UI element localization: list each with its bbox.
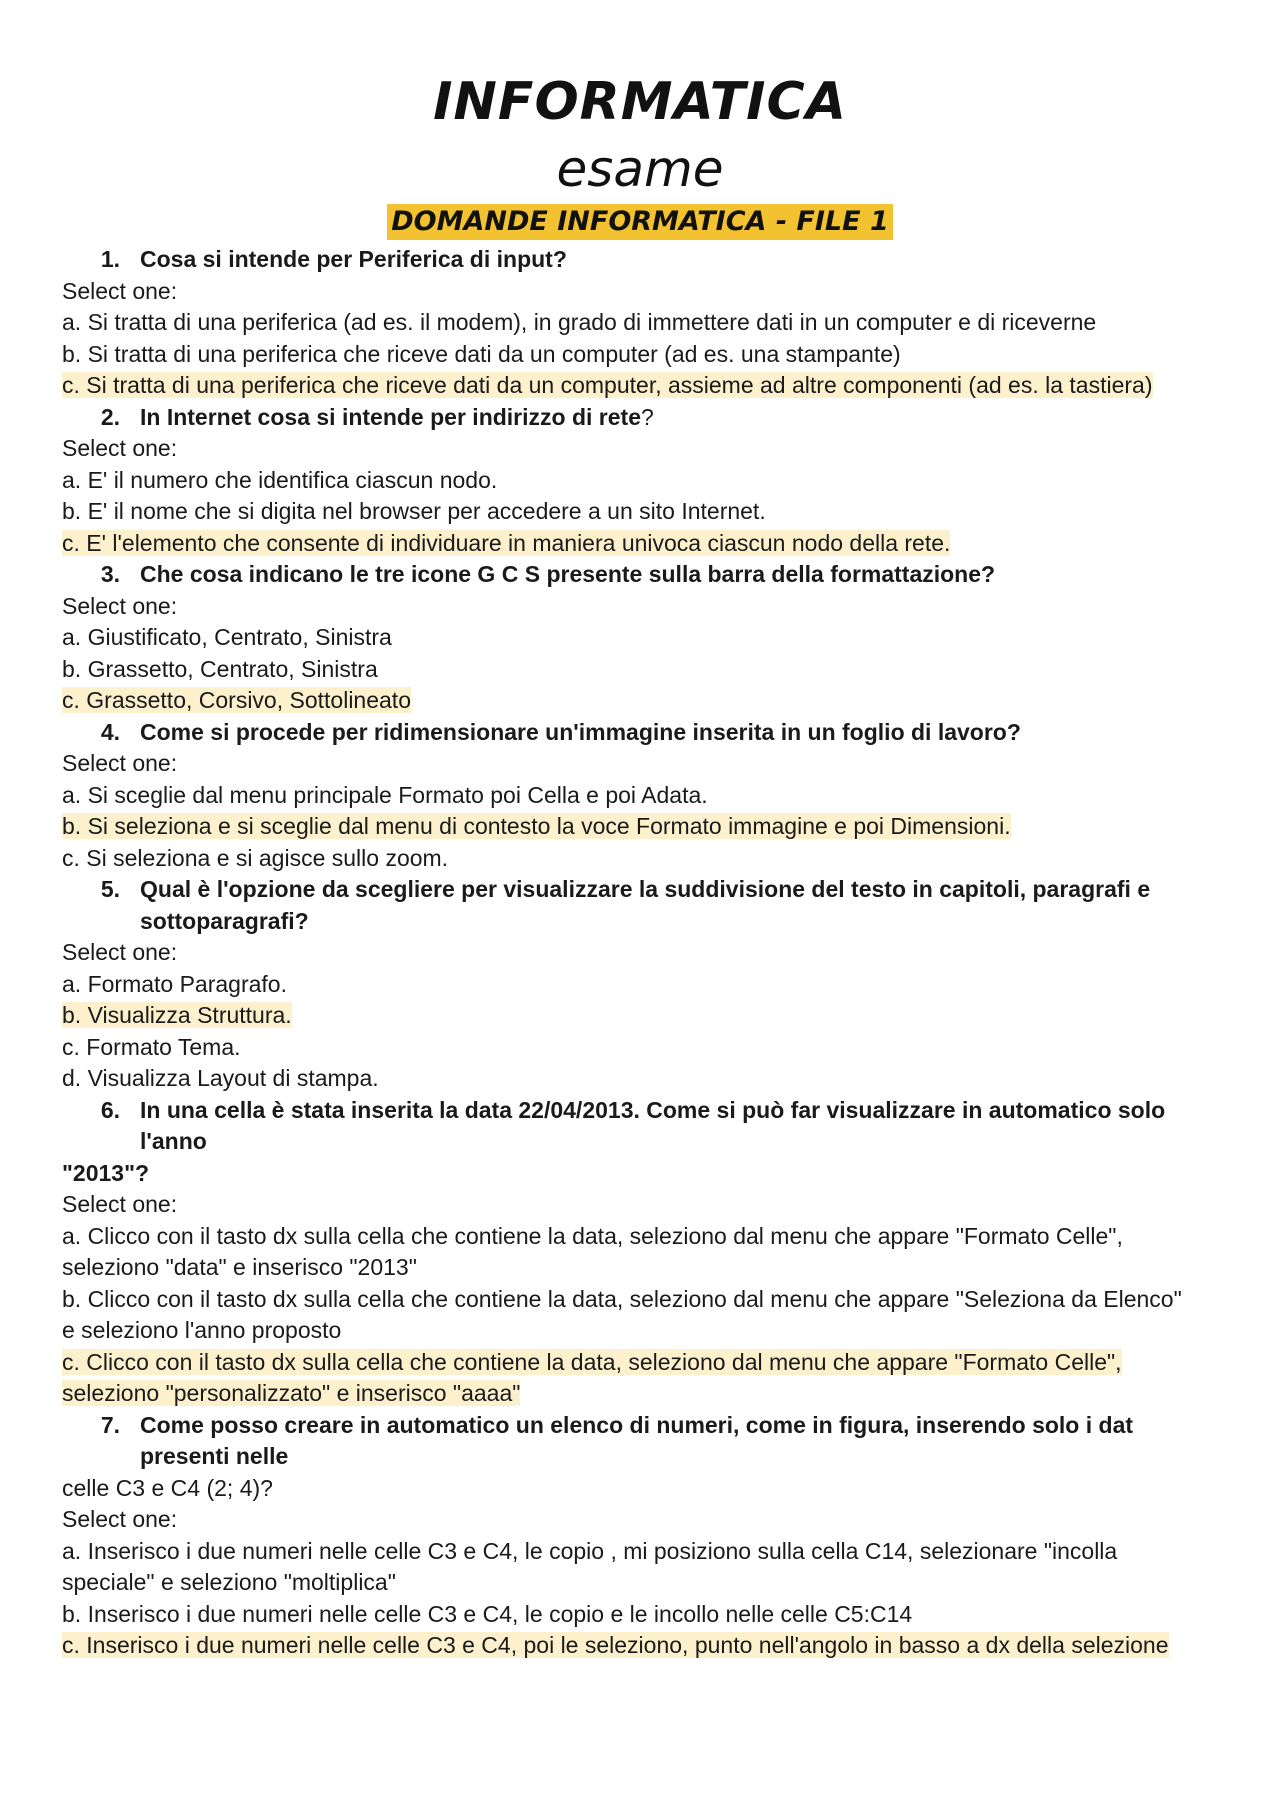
select-one-label: Select one: — [62, 1506, 178, 1532]
question-3 — [62, 559, 1230, 591]
answer-c-correct: c. Si tratta di una periferica che riceve dati da un computer, assieme ad altre componenti (ad es. la tastiera) — [62, 372, 1153, 398]
answer-b-correct: b. Visualizza Struttura. — [62, 1002, 292, 1028]
select-one-label: Select one: — [62, 435, 178, 461]
question-1 — [62, 244, 1230, 276]
answer-a: a. Inserisco i due numeri nelle celle C3 e C4, le copio , mi posiziono sulla cella C14, selezionare "incolla speciale" e seleziono "moltiplica" — [62, 1537, 1118, 1595]
answer-b-correct: b. Si seleziona e si sceglie dal menu di contesto la voce Formato immagine e poi Dimensioni. — [62, 813, 1011, 839]
question-4 — [62, 717, 1230, 749]
question-text: Qual è l'opzione da scegliere per visualizzare la suddivisione del testo in capitoli, paragrafi e sottoparagrafi? — [140, 876, 1151, 934]
answer-c-correct: c. Grassetto, Corsivo, Sottolineato — [62, 687, 411, 713]
question-number: 1. — [100, 246, 120, 272]
question-text: Come si procede per ridimensionare un'immagine inserita in un foglio di lavoro? — [140, 718, 1021, 745]
question-number: 6. — [100, 1096, 120, 1123]
answer-c: c. Si seleziona e si agisce sullo zoom. — [62, 844, 449, 871]
question-text: Come posso creare in automatico un elenco di numeri, come in figura, inserendo solo i dat presenti nelle — [140, 1411, 1134, 1469]
answer-a: a. E' il numero che identifica ciascun nodo. — [62, 466, 498, 493]
select-one-label: Select one: — [62, 939, 178, 965]
question-number: 5. — [100, 876, 120, 902]
question-continuation: "2013"? — [62, 1159, 150, 1186]
question-5 — [62, 874, 1230, 937]
question-text: Cosa si intende per Periferica di input? — [140, 246, 567, 272]
page-subtitle: esame — [556, 140, 724, 198]
answer-c-correct: c. Inserisco i due numeri nelle celle C3 e C4, poi le seleziono, punto nell'angolo in basso a dx della selezione — [62, 1632, 1169, 1658]
question-list — [62, 244, 1230, 1662]
question-6 — [62, 1095, 1230, 1158]
answer-b: b. E' il nome che si digita nel browser per accedere a un sito Internet. — [62, 498, 766, 524]
answer-a: a. Clicco con il tasto dx sulla cella che contiene la data, seleziono dal menu che appare "Formato Celle", seleziono "data" e inserisco "2013" — [62, 1222, 1123, 1280]
select-one-label: Select one: — [62, 592, 178, 619]
answer-b: b. Inserisco i due numeri nelle celle C3 e C4, le copio e le incollo nelle celle C5:C14 — [62, 1600, 913, 1627]
answer-b: b. Grassetto, Centrato, Sinistra — [62, 655, 378, 682]
question-text: In Internet cosa si intende per indirizzo di rete — [140, 403, 641, 430]
select-one-label: Select one: — [62, 750, 178, 776]
answer-a: a. Formato Paragrafo. — [62, 970, 287, 997]
select-one-label: Select one: — [62, 277, 178, 304]
answer-a: a. Giustificato, Centrato, Sinistra — [62, 624, 392, 650]
section-heading: DOMANDE INFORMATICA - FILE 1 — [387, 204, 893, 240]
select-one-label: Select one: — [62, 1191, 178, 1217]
page-title: INFORMATICA — [433, 72, 847, 132]
question-number: 3. — [100, 561, 120, 587]
question-2: 2. In Internet cosa si intende per indirizzo di rete? — [62, 402, 1230, 434]
answer-c: c. Formato Tema. — [62, 1033, 241, 1060]
question-continuation: celle C3 e C4 (2; 4)? — [62, 1474, 273, 1501]
question-number: 7. — [100, 1411, 120, 1438]
question-number: 2. — [100, 403, 120, 430]
answer-b: b. Si tratta di una periferica che riceve dati da un computer (ad es. una stampante) — [62, 340, 901, 367]
answer-a: a. Si sceglie dal menu principale Formato poi Cella e poi Adata. — [62, 781, 708, 808]
answer-d: d. Visualizza Layout di stampa. — [62, 1065, 379, 1091]
answer-c-correct: c. E' l'elemento che consente di individuare in maniera univoca ciascun nodo della rete. — [62, 529, 951, 556]
question-text: In una cella è stata inserita la data 22/04/2013. Come si può far visualizzare in automatico solo l'anno — [140, 1096, 1166, 1154]
answer-a: a. Si tratta di una periferica (ad es. il modem), in grado di immettere dati in un computer e di riceverne — [62, 309, 1097, 335]
question-text: Che cosa indicano le tre icone G C S presente sulla barra della formattazione? — [140, 561, 996, 587]
question-7 — [62, 1410, 1230, 1473]
answer-c-correct: c. Clicco con il tasto dx sulla cella che contiene la data, seleziono dal menu che appare "Formato Celle", seleziono "personalizzato" e inserisco "aaaa" — [62, 1348, 1122, 1406]
answer-b: b. Clicco con il tasto dx sulla cella che contiene la data, seleziono dal menu che appare "Seleziona da Elenco" e seleziono l'anno proposto — [62, 1285, 1182, 1343]
question-number: 4. — [100, 718, 120, 745]
